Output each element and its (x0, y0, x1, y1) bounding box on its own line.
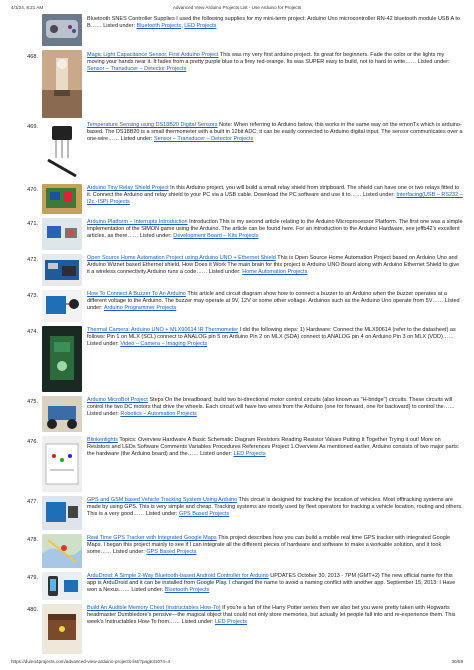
entry-description: How To Connect A Buzzer To An Arduino This article and circuit diagram show how to connect a buzzer to an Arduino when the buzzer operates at a different voltage to the Arduino. The buzzer may operate at 9V, 12V or some other voltage. Arduinos such as the Arduino Uno operate from 5V…… Listed under: Arduino Programmer Projects (87, 291, 460, 312)
project-entry (0, 50, 474, 118)
entry-title-link[interactable]: Temperature Sensing using DS18B20 Digital Sensors (87, 122, 218, 128)
project-thumbnail (42, 218, 82, 250)
entry-description: Arduino MicroBot Project Steps On the breadboard, build two bi-directional motor control circuits (also known as "H-bridge") circuits. These circuits will control the two DC motors that drive the wheels. Each circuit will have two wires from the Arduino (one for forward, one for backward) to control the…… Listed under: Robotics – Automation Projects (87, 397, 455, 418)
entry-description: Blinkenlights Topics: Overview Hardware A Basic Schematic Diagram Resistors Reading Resistor Values Putting It Together Trying it out! More on Resistors and LEDs Software Comments Variables Procedures References Project 1.Overview As mentioned earlier, Arduino consists of two major parts: the hardware (the Arduino board) and the…… Listed under: LED Projects (87, 437, 460, 458)
entry-title-link[interactable]: Open Source Home Automation Project using Arduino UNO + Ethernet Shield (87, 255, 276, 261)
project-thumbnail (42, 14, 82, 46)
project-thumbnail (42, 290, 82, 322)
project-entry (0, 326, 474, 394)
project-thumbnail (42, 184, 82, 214)
project-thumbnail (42, 326, 82, 392)
project-thumbnail (42, 534, 82, 568)
project-thumbnail (42, 436, 82, 492)
project-thumbnail (42, 120, 82, 180)
category-link[interactable]: LED Projects (214, 619, 248, 626)
project-thumbnail (42, 50, 82, 118)
entry-title-link[interactable]: Arduino Tiny Relay Shield Project (87, 185, 169, 191)
entry-title-link[interactable]: Magic Light Capacitance Sensor, First Arduino Project (87, 52, 219, 58)
project-thumbnail (42, 604, 82, 654)
category-link[interactable]: LED Projects (233, 451, 266, 458)
print-header (0, 3, 474, 13)
entry-title-link[interactable]: GPS and GSM based Vehicle Tracking System Using Arduino (87, 497, 238, 503)
print-page-title: Advanced View Arduino Projects List - Use Arduino for Projects (172, 5, 302, 10)
category-link[interactable]: Interfacing(USB – RS232 – I2c -ISP) Projects (87, 192, 463, 206)
entry-title-link[interactable]: How To Connect A Buzzer To An Arduino (87, 291, 186, 297)
entry-description: Build An Audible Memory Chest (Instructables How-To) If you're a fan of the Harry Potter series then we also bet you were pretty taken with Hogwarts headmaster Dumbledore's pensive—the magical object that could not only store memories, but actually let people fall into and re-experience them. This week's Instructables How-To from…… Listed under: LED Projects (87, 605, 456, 626)
entry-number: 473. (27, 293, 38, 299)
entry-number: 471. (27, 221, 38, 227)
project-entry (0, 120, 474, 182)
project-entry (0, 396, 474, 434)
project-entry (0, 184, 474, 216)
category-link[interactable]: Video – Camera – Imaging Projects (120, 341, 208, 348)
project-entry (0, 436, 474, 494)
entry-description: ArduDroid: A Simple 2-Way Bluetooth-based Android Controller for Arduino UPDATES October 30, 2013 - 7PM (GMT+2) The new official name for this app is ArduDroid and it can be installed from Google Play. I changed the name to avoid a naming conflict with another app. September 15, 2013: I Have won a Nexus…… Listed under: Bluetooth Projects (87, 573, 456, 594)
entry-number: 479. (27, 575, 38, 581)
print-url: https://duino4projects.com/advanced-view-arduino-projects-list/?page31074=4 (11, 659, 171, 664)
category-link[interactable]: Arduino Programmer Projects (103, 305, 177, 312)
entry-number: 478. (27, 537, 38, 543)
category-link[interactable]: Robotics – Automation Projects (120, 411, 197, 418)
entry-title-link[interactable]: Build An Audible Memory Chest (Instructables How-To) (87, 605, 221, 611)
entry-description: Arduino Tiny Relay Shield Project In this Arduino project, you will build a small relay shield from stripboard. The shield can have one or two relays fitted to it. Connect the Arduino and relay shield to your PC via a USB cable. Download the PC software and use it to…… Listed under: Interfacing(USB – RS232 – I2c -ISP) Projects (87, 185, 463, 206)
project-entry (0, 572, 474, 602)
entry-number: 472. (27, 257, 38, 263)
project-entry (0, 290, 474, 324)
entry-number: 469. (27, 124, 38, 130)
entry-description: Thermal Camera: Arduino UNO + MLX90614 IR Thermometer I did the following steps: 1) Hardware: Connect the MLX90614 (refer to the datasheet) as follows: Pin 1 on MLX (SCL) connect to ANALOG pin 5 on Arduino Pin 2 on MLX (SDA) connect to ANALOG pin 4 on Arduino Pin 3 on MLX (VDD)…… Listed under: Video – Camera – Imaging Projects (87, 327, 456, 348)
project-thumbnail (42, 396, 82, 432)
entry-number: 475. (27, 399, 38, 405)
entry-description: Arduino Platform – Interrupts Introduction Introduction This is my second article relating to the Arduino Microprocessor Platform. The first one was a simple implementation of the SIMON game using the Arduino. The article can be found here. For an introduction to the Arduino Hardware, see jeffb42's excellent articles, as there…… Listed under: Development Board – Kits Projects (87, 219, 463, 240)
entry-number: 474. (27, 329, 38, 335)
entry-number: 477. (27, 499, 38, 505)
project-entry (0, 218, 474, 252)
category-link[interactable]: Home Automation Projects (242, 269, 308, 276)
entry-description: GPS and GSM based Vehicle Tracking System Using Arduino This circuit is designed for tracking the location of vehicles. Most offtracking systems are made by using GPS. This is very simple and cheap. Tracking systems are mostly used by fleet operators for tracking a vehicle location, routing and others. This is a very good…… Listed under: GPS Based Projects (87, 497, 463, 518)
entry-title-link[interactable]: Thermal Camera: Arduino UNO + MLX90614 IR Thermometer (87, 327, 239, 333)
entry-number: 468. (27, 54, 38, 60)
category-link[interactable]: Development Board – Kits Projects (173, 233, 259, 240)
entry-title-link[interactable]: Real Time GPS Tracker with Integrated Google Maps (87, 535, 217, 541)
project-entry (0, 254, 474, 288)
category-link[interactable]: Bluetooth Projects (136, 23, 182, 30)
category-link[interactable]: GPS Based Projects (179, 511, 230, 518)
entry-number: 470. (27, 187, 38, 193)
print-datetime: 4/1/24, 8:21 AM (11, 5, 44, 10)
entry-description: Magic Light Capacitance Sensor, First Arduino Project This was my very first arduino project. Its great for beginners. Fade the color or the lights my moving your hands near it. It fades from a pretty purple blue to a firey red-orange. Its was SUPER easy to build, not to hard to write…… Listed under: Sensor – Transducer – Detector Projects (87, 52, 450, 73)
entry-description: Open Source Home Automation Project using Arduino UNO + Ethernet Shield This is Open Source Home Automation Project based on Arduino Uno and Arduino Wiznet based Ethernet shield. How Does it Work The main brain for this project is Arduino UNO Board along with Arduino Ethernet Shield to give it a wireless connectivity.Arduino runs a code…… Listed under: Home Automation Projects (87, 255, 460, 276)
entry-number: 476. (27, 439, 38, 445)
entry-number: 480. (27, 607, 38, 613)
print-footer (0, 657, 474, 667)
entry-title-link[interactable]: ArduDroid: A Simple 2-Way Bluetooth-based Android Controller for Arduino (87, 573, 269, 579)
project-thumbnail (42, 496, 82, 530)
project-entry (0, 534, 474, 570)
entry-description: Real Time GPS Tracker with Integrated Google Maps This project describes how you can build a mobile real time GPS tracker with integrated Google Maps. I began this project mainly to see if I can integrate all the different pieces of hardware and software to make a workable solution, and it took some…… Listed under: GPS Based Projects (87, 535, 451, 556)
entry-title-link[interactable]: Arduino Platform – Interrupts Introduction (87, 219, 188, 225)
category-link[interactable]: GPS Based Projects (146, 549, 197, 556)
entry-title-link[interactable]: Arduino MicroBot Project (87, 397, 148, 403)
project-thumbnail (42, 254, 82, 286)
category-link[interactable]: Sensor – Transducer – Detector Projects (87, 66, 187, 73)
entry-description: Temperature Sensing using DS18B20 Digital Sensors Note: When referring to Arduino below, this works in the same way on the emonTx which is arduino-based. The DS18B20 is a small thermometer with a built in 12bit ADC; it can be easily connected to Arduino digital input. The sensor communicates over a one-wire…… Listed under: Sensor – Transducer – Detector Projects (87, 122, 463, 143)
category-link[interactable]: Bluetooth Projects (164, 587, 210, 594)
category-link[interactable]: LED Projects (184, 23, 217, 30)
project-entry (0, 14, 474, 48)
print-page-number: 30/59 (451, 659, 463, 664)
project-entry (0, 604, 474, 656)
project-entry (0, 496, 474, 532)
category-link[interactable]: Sensor – Transducer – Detector Projects (153, 136, 254, 143)
entry-title-link[interactable]: Blinkenlights (87, 437, 118, 443)
entry-description: Bluetooth SNES Controller Supplies I used the following supplies for my mini-term project: Arduino Uno microcontroller RN-42 bluetooth module USB A to B…… Listed under: Bluetooth Projects, LED Projects (87, 16, 460, 30)
project-thumbnail (42, 572, 82, 600)
